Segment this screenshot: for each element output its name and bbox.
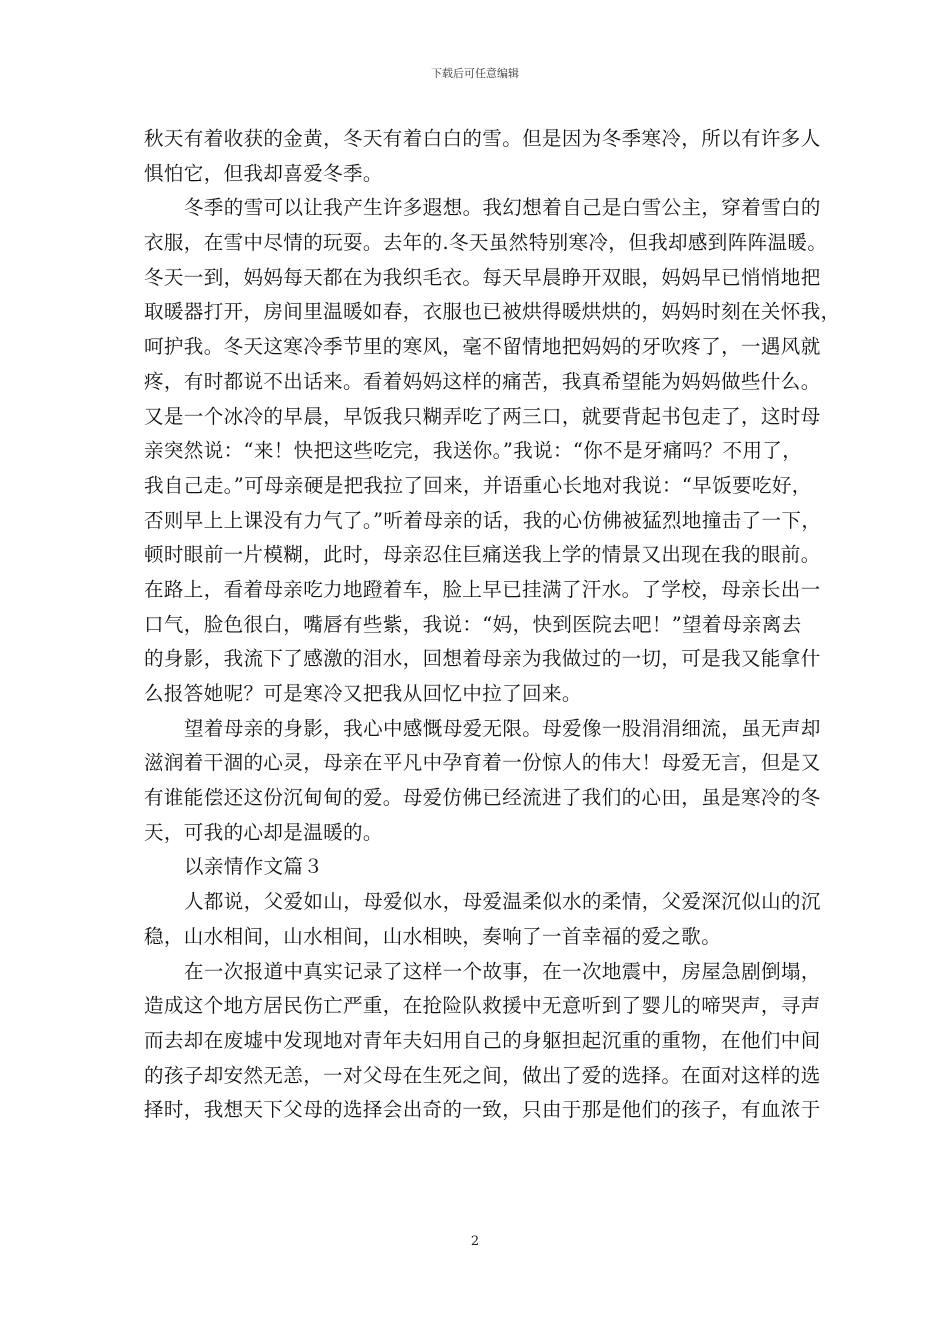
text-line: 衣服，在雪中尽情的玩耍。去年的.冬天虽然特别寒冷，但我却感到阵阵温暖。 — [144, 231, 828, 255]
text-line: 又是一个冰冷的早晨，早饭我只糊弄吃了两三口，就要背起书包走了，这时母 — [144, 404, 821, 428]
document-body — [144, 122, 841, 1128]
text-line: 呵护我。冬天这寒冷季节里的寒风，毫不留情地把妈妈的牙吹疼了，一遇风就 — [144, 335, 821, 359]
page-number: 2 — [470, 1234, 480, 1249]
text-line: 在路上，看着母亲吃力地蹬着车，脸上早已挂满了汗水。了学校，母亲长出一 — [144, 577, 821, 601]
text-line: 造成这个地方居民伤亡严重，在抢险队救援中无意听到了婴儿的啼哭声，寻声 — [144, 994, 821, 1018]
page-header: 下载后可任意编辑 — [431, 67, 519, 80]
text-line: 而去却在废墟中发现地对青年夫妇用自己的身躯担起沉重的重物，在他们中间 — [144, 1028, 821, 1052]
text-line: 的孩子却安然无恙，一对父母在生死之间，做出了爱的选择。在面对这样的选 — [144, 1063, 821, 1087]
text-line: 稳，山水相间，山水相间，山水相映，奏响了一首幸福的爱之歌。 — [144, 924, 722, 948]
text-line: 么报答她呢？可是寒冷又把我从回忆中拉了回来。 — [144, 682, 582, 705]
text-line: 口气，脸色很白，嘴唇有些紫，我说：“妈，快到医院去吧！”望着母亲离去 — [144, 612, 802, 636]
text-line: 冬天一到，妈妈每天都在为我织毛衣。每天早晨睁开双眼，妈妈早已悄悄地把 — [144, 265, 821, 289]
text-line: 亲突然说：“来！快把这些吃完，我送你。”我说：“你不是牙痛吗？不用了， — [144, 439, 803, 463]
paragraph-start-line: 望着母亲的身影，我心中感慨母爱无限。母爱像一股涓涓细流，虽无声却 — [184, 716, 821, 740]
text-line: 我自己走。”可母亲硬是把我拉了回来，并语重心长地对我说：“早饭要吃好， — [144, 473, 812, 497]
text-line: 择时，我想天下父母的选择会出奇的一致，只由于那是他们的孩子，有血浓于 — [144, 1098, 821, 1122]
text-line: 有谁能偿还这份沉甸甸的爱。母爱仿佛已经流进了我们的心田，虽是寒冷的冬 — [144, 786, 821, 810]
text-line: 的身影，我流下了感激的泪水，回想着母亲为我做过的一切，可是我又能拿什 — [144, 647, 821, 671]
text-line: 疼，有时都说不出话来。看着妈妈这样的痛苦，我真希望能为妈妈做些什么。 — [144, 369, 821, 393]
text-line: 取暖器打开，房间里温暖如春，衣服也已被烘得暖烘烘的，妈妈时刻在关怀我， — [144, 300, 841, 324]
paragraph-start-line: 在一次报道中真实记录了这样一个故事，在一次地震中，房屋急剧倒塌， — [184, 959, 821, 983]
paragraph-start-line: 人都说，父爱如山，母爱似水，母爱温柔似水的柔情，父爱深沉似山的沉 — [184, 890, 821, 914]
text-line: 顿时眼前一片模糊，此时，母亲忍住巨痛送我上学的情景又出现在我的眼前。 — [144, 543, 821, 567]
text-line: 天，可我的心却是温暖的。 — [144, 820, 383, 844]
paragraph-start-line: 冬季的雪可以让我产生许多遐想。我幻想着自己是白雪公主，穿着雪白的 — [184, 196, 821, 220]
text-line: 否则早上上课没有力气了。”听着母亲的话，我的心仿佛被猛烈地撞击了一下， — [144, 508, 822, 532]
text-line: 滋润着干涸的心灵，母亲在平凡中孕育着一份惊人的伟大！母爱无言，但是又 — [144, 751, 821, 775]
text-line: 秋天有着收获的金黄，冬天有着白白的雪。但是因为冬季寒冷，所以有许多人 — [144, 127, 821, 150]
section-heading: 以亲情作文篇３ — [184, 855, 324, 879]
text-line: 惧怕它，但我却喜爱冬季。 — [144, 161, 383, 185]
